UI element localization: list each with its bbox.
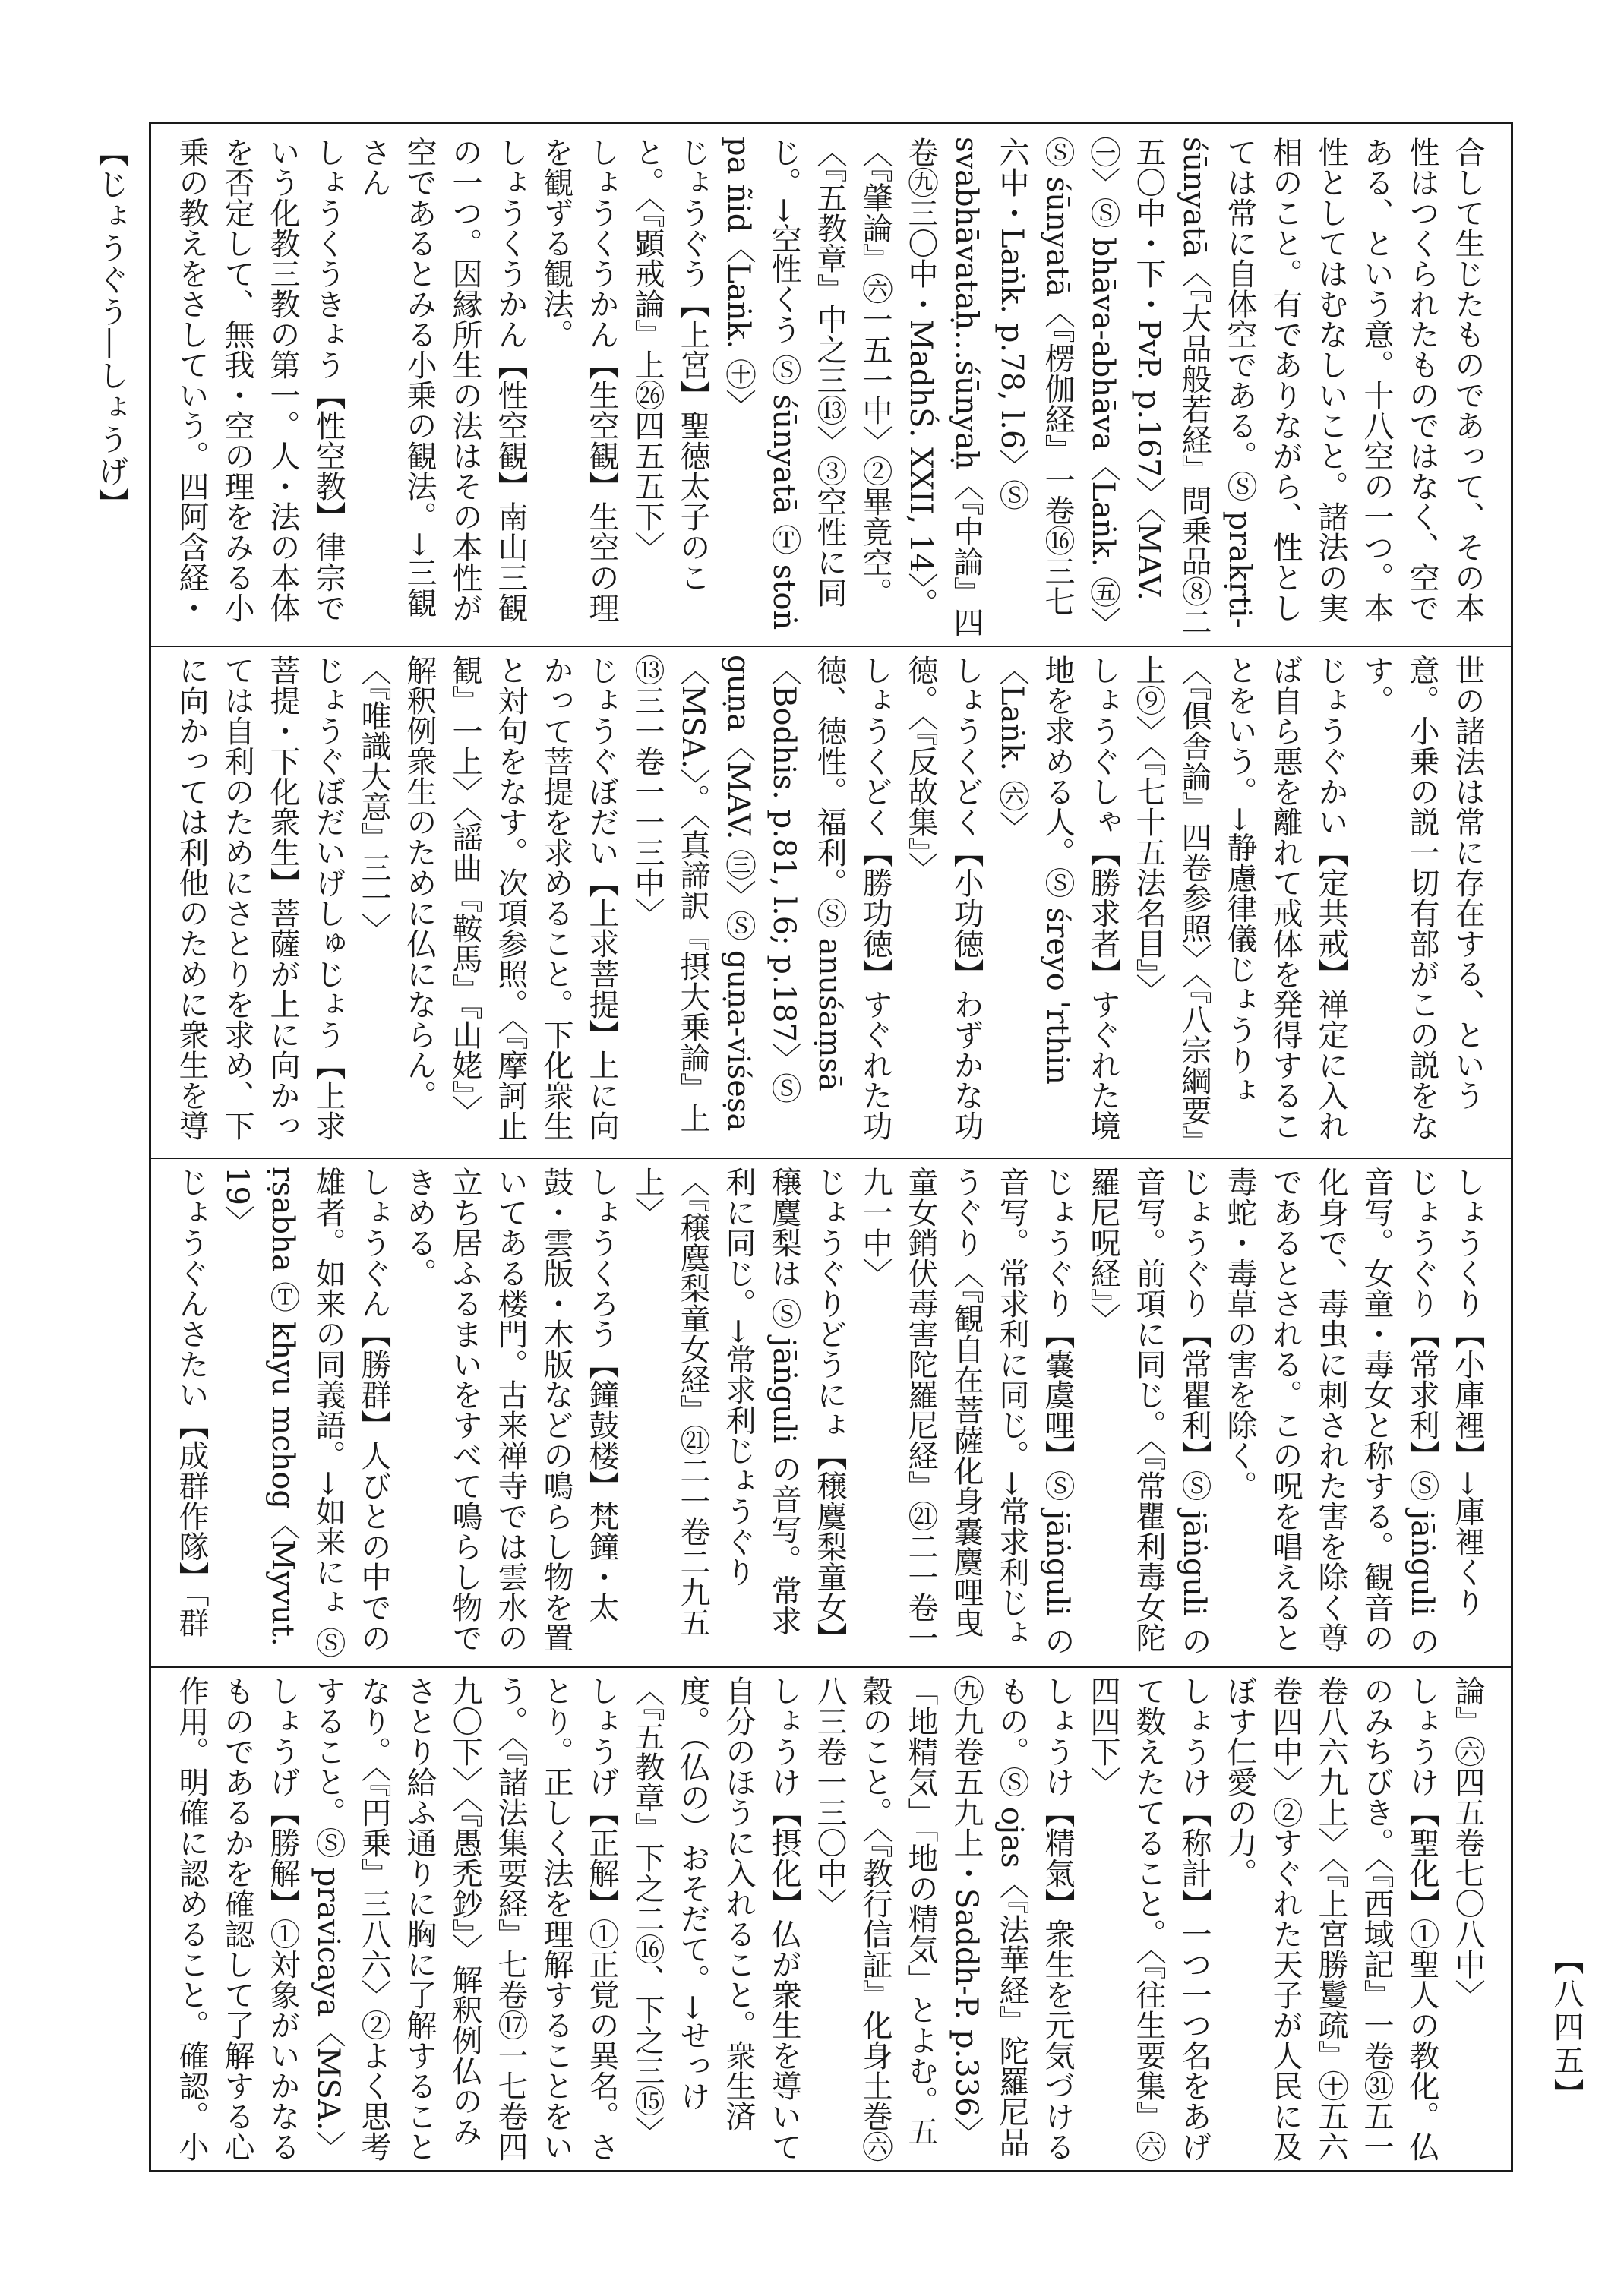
entry-paragraph: じょうぐぼだい【上求菩提】上に向かって菩提を求めること。下化衆生と対句をなす。次項参照。〈『摩訶止観』一上〉〈謡曲『鞍馬』『山姥』〉解釈例衆生のために仏にならん。〈『唯識大意』三一〉	[356, 655, 619, 1141]
entry-paragraph: 世の諸法は常に存在する、という意。小乗の説一切有部がこの説をなす。	[1359, 655, 1485, 1141]
entry-paragraph: じょうぐう【上宮】聖徳太子のこと。〈『顕戒論』上㉖四五五下〉	[630, 137, 710, 592]
entry-paragraph: しょうくうかん【生空観】生空の理を観ずる観法。	[539, 137, 619, 623]
running-head: 【じょうぐう―しょうげ】	[93, 137, 128, 520]
tier-divider-1	[149, 646, 1513, 647]
page-number: 【八四五】	[1549, 1944, 1584, 2111]
entry-paragraph: じょうぐり【嚢虞哩】Ⓢ jāṅguli の音写。常求利に同じ。→常求利じょうぐり〈『観自在菩薩化身嚢麌哩曳童女銷伏毒害陀羅尼経』㉑二一卷一九一中〉	[858, 1167, 1075, 1657]
entry-paragraph: しょうくろう【鐘鼓楼】梵鐘・太鼓・雲版・木版などの鳴らし物を置いてある楼門。古来禅寺では雲水の立ち居ふるまいをすべて鳴らし物できめる。	[402, 1167, 619, 1653]
tier-2	[172, 655, 1490, 1150]
entry-paragraph: しょうくり【小庫裡】→庫裡くり	[1450, 1167, 1485, 1618]
entry-paragraph: じょうぐぼだいげしゅじょう【上求菩提・下化衆生】菩薩が上に向かっては自利のためにさとりを求め、下に向かっては利他のために衆生を導	[174, 655, 346, 1141]
tier-3	[172, 1167, 1490, 1659]
entry-paragraph: しょうぐん【勝群】人びとの中での雄者。如来の同義語。→如来にょ Ⓢ ṛṣabha Ⓣ khyu mchog〈Myvut. 19〉	[220, 1167, 391, 1658]
entry-paragraph: 論』㊅四五卷七〇八中〉	[1450, 1675, 1485, 2010]
entry-paragraph: じょうぐり【常瞿利】Ⓢ jāṅguli の音写。前項に同じ。〈『常瞿利毒女陀羅尼呪経』〉	[1085, 1167, 1212, 1657]
entry-paragraph: しょうくどく【小功徳】わずかな功徳。〈『反故集』〉	[903, 655, 984, 1141]
entry-paragraph: しょうけ【摂化】仏が衆生を導いて自分のほうに入れること。衆生済度。（仏の）おそだて。→せっけ〈『五教章』下之二⑯、下之三⑮〉	[630, 1675, 801, 2162]
entry-paragraph: しょうけ【聖化】①聖人の教化。仏のみちびき。〈『西域記』一卷㉛五一卷八六九上〉〈『上宮勝鬘疏』㊉五六卷四中〉②すぐれた天子が人民に及ぼす仁愛の力。	[1222, 1675, 1439, 2162]
tier-4	[172, 1675, 1490, 2162]
tier-divider-3	[149, 1666, 1513, 1668]
entry-paragraph: しょうぐしゃ【勝求者】すぐれた境地を求める人。Ⓢ śreyo 'rthin〈Laṅk. ㊅〉	[994, 655, 1120, 1141]
entry-paragraph: じょうぐりどうにょ【穣麌梨童女】穣麌梨は Ⓢ jāṅguli の音写。常求利に同じ。→常求利じょうぐり〈『穣麌梨童女経』㉑二一卷二九五上〉	[630, 1167, 847, 1653]
entry-paragraph: しょうくどく【勝功徳】すぐれた功徳、徳性。福利。Ⓢ anuśaṃsā〈Bodhis. p.81, l.6; p.187〉Ⓢ guṇa〈MAV. ㊂〉Ⓢ guṇa-viśeṣa〈MSA.〉。〈真諦訳『摂大乗論』上⑬三一卷一一三中〉	[630, 655, 893, 1141]
entry-paragraph: しょうくうかん【性空観】南山三観の一つ。因縁所生の法はその本性が空であるとみる小乗の観法。→三観さん	[356, 137, 528, 623]
entry-paragraph: しょうけ【精氣】衆生を元気づけるもの。Ⓢ ojas〈『法華経』陀羅尼品㊈九卷五九上・Saddh-P. p.336〉「地精気」「地の精気」とよむ。五穀のこと。〈『教行信証』化身土巻㊅八三卷一三〇中〉	[812, 1675, 1075, 2162]
entry-paragraph: しょうくうきょう【性空教】律宗でいう化教三教の第一。人・法の本体を否定して、無我・空の理をみる小乗の教えをさしていう。四阿含経・	[174, 137, 346, 623]
entry-paragraph: じょうぐり【常求利】Ⓢ jāṅguli の音写。女童・毒女と称する。観音の化身で、毒虫に刺された害を除く尊であるとされる。この呪を唱えると毒蛇・毒草の害を除く。	[1222, 1167, 1439, 1657]
entry-paragraph: しょうけ【称計】一つ一つ名をあげて数えたてること。〈『往生要集』㊅四四下〉	[1085, 1675, 1212, 2162]
tier-divider-2	[149, 1158, 1513, 1159]
entry-paragraph: しょうげ【勝解】①対象がいかなるものであるかを確認して了解する心作用。明確に認めること。確認。小	[174, 1675, 300, 2162]
entry-paragraph: じょうぐんさたい【成群作隊】「群	[174, 1167, 209, 1638]
entry-paragraph: しょうげ【正解】①正覚の異名。さとり。正しく法を理解することをいう。〈『諸法集要経』七卷⑰一七卷四九〇下〉〈『愚禿鈔』〉解釈例仏のみさとり給ふ通りに胸に了解することなり。〈『円乗』三八六〉②よく思考すること。Ⓢ pravicaya〈MSA.〉	[311, 1675, 619, 2162]
tier-1	[172, 137, 1490, 638]
entry-paragraph: 合して生じたものであって、その本性はつくられたものではなく、空である、という意。十八空の一つ。本性としてはむなしいこと。諸法の実相のこと。有でありながら、性としては常に自体空である。Ⓢ prakṛti-śūnyatā〈『大品般若経』問乗品⑧二五〇中・下・PvP. p.167〉〈MAV. ㊀〉Ⓢ bhāva-abhāva〈Laṅk. ㊄〉Ⓢ śūnyatā〈『楞伽経』一卷⑯三七六中・Laṅk. p.78, l.6〉Ⓢ svabhāvataḥ…śūnyaḥ〈『中論』四卷㊈三〇中・MadhŚ. XXII, 14〉。〈『肇論』㊅一五一中〉②畢竟空。〈『五教章』中之三⑬〉③空性に同じ。→空性くう Ⓢ śūnyatā Ⓣ stoṅ pa ñid〈Laṅk. ㊉〉	[721, 137, 1485, 638]
entry-paragraph: じょうぐかい【定共戒】禅定に入れば自ら悪を離れて戒体を発得することをいう。→静慮律儀じょうりょ〈『倶舎論』四卷参照〉〈『八宗綱要』上⑨〉〈『七十五法名目』〉	[1131, 655, 1348, 1141]
